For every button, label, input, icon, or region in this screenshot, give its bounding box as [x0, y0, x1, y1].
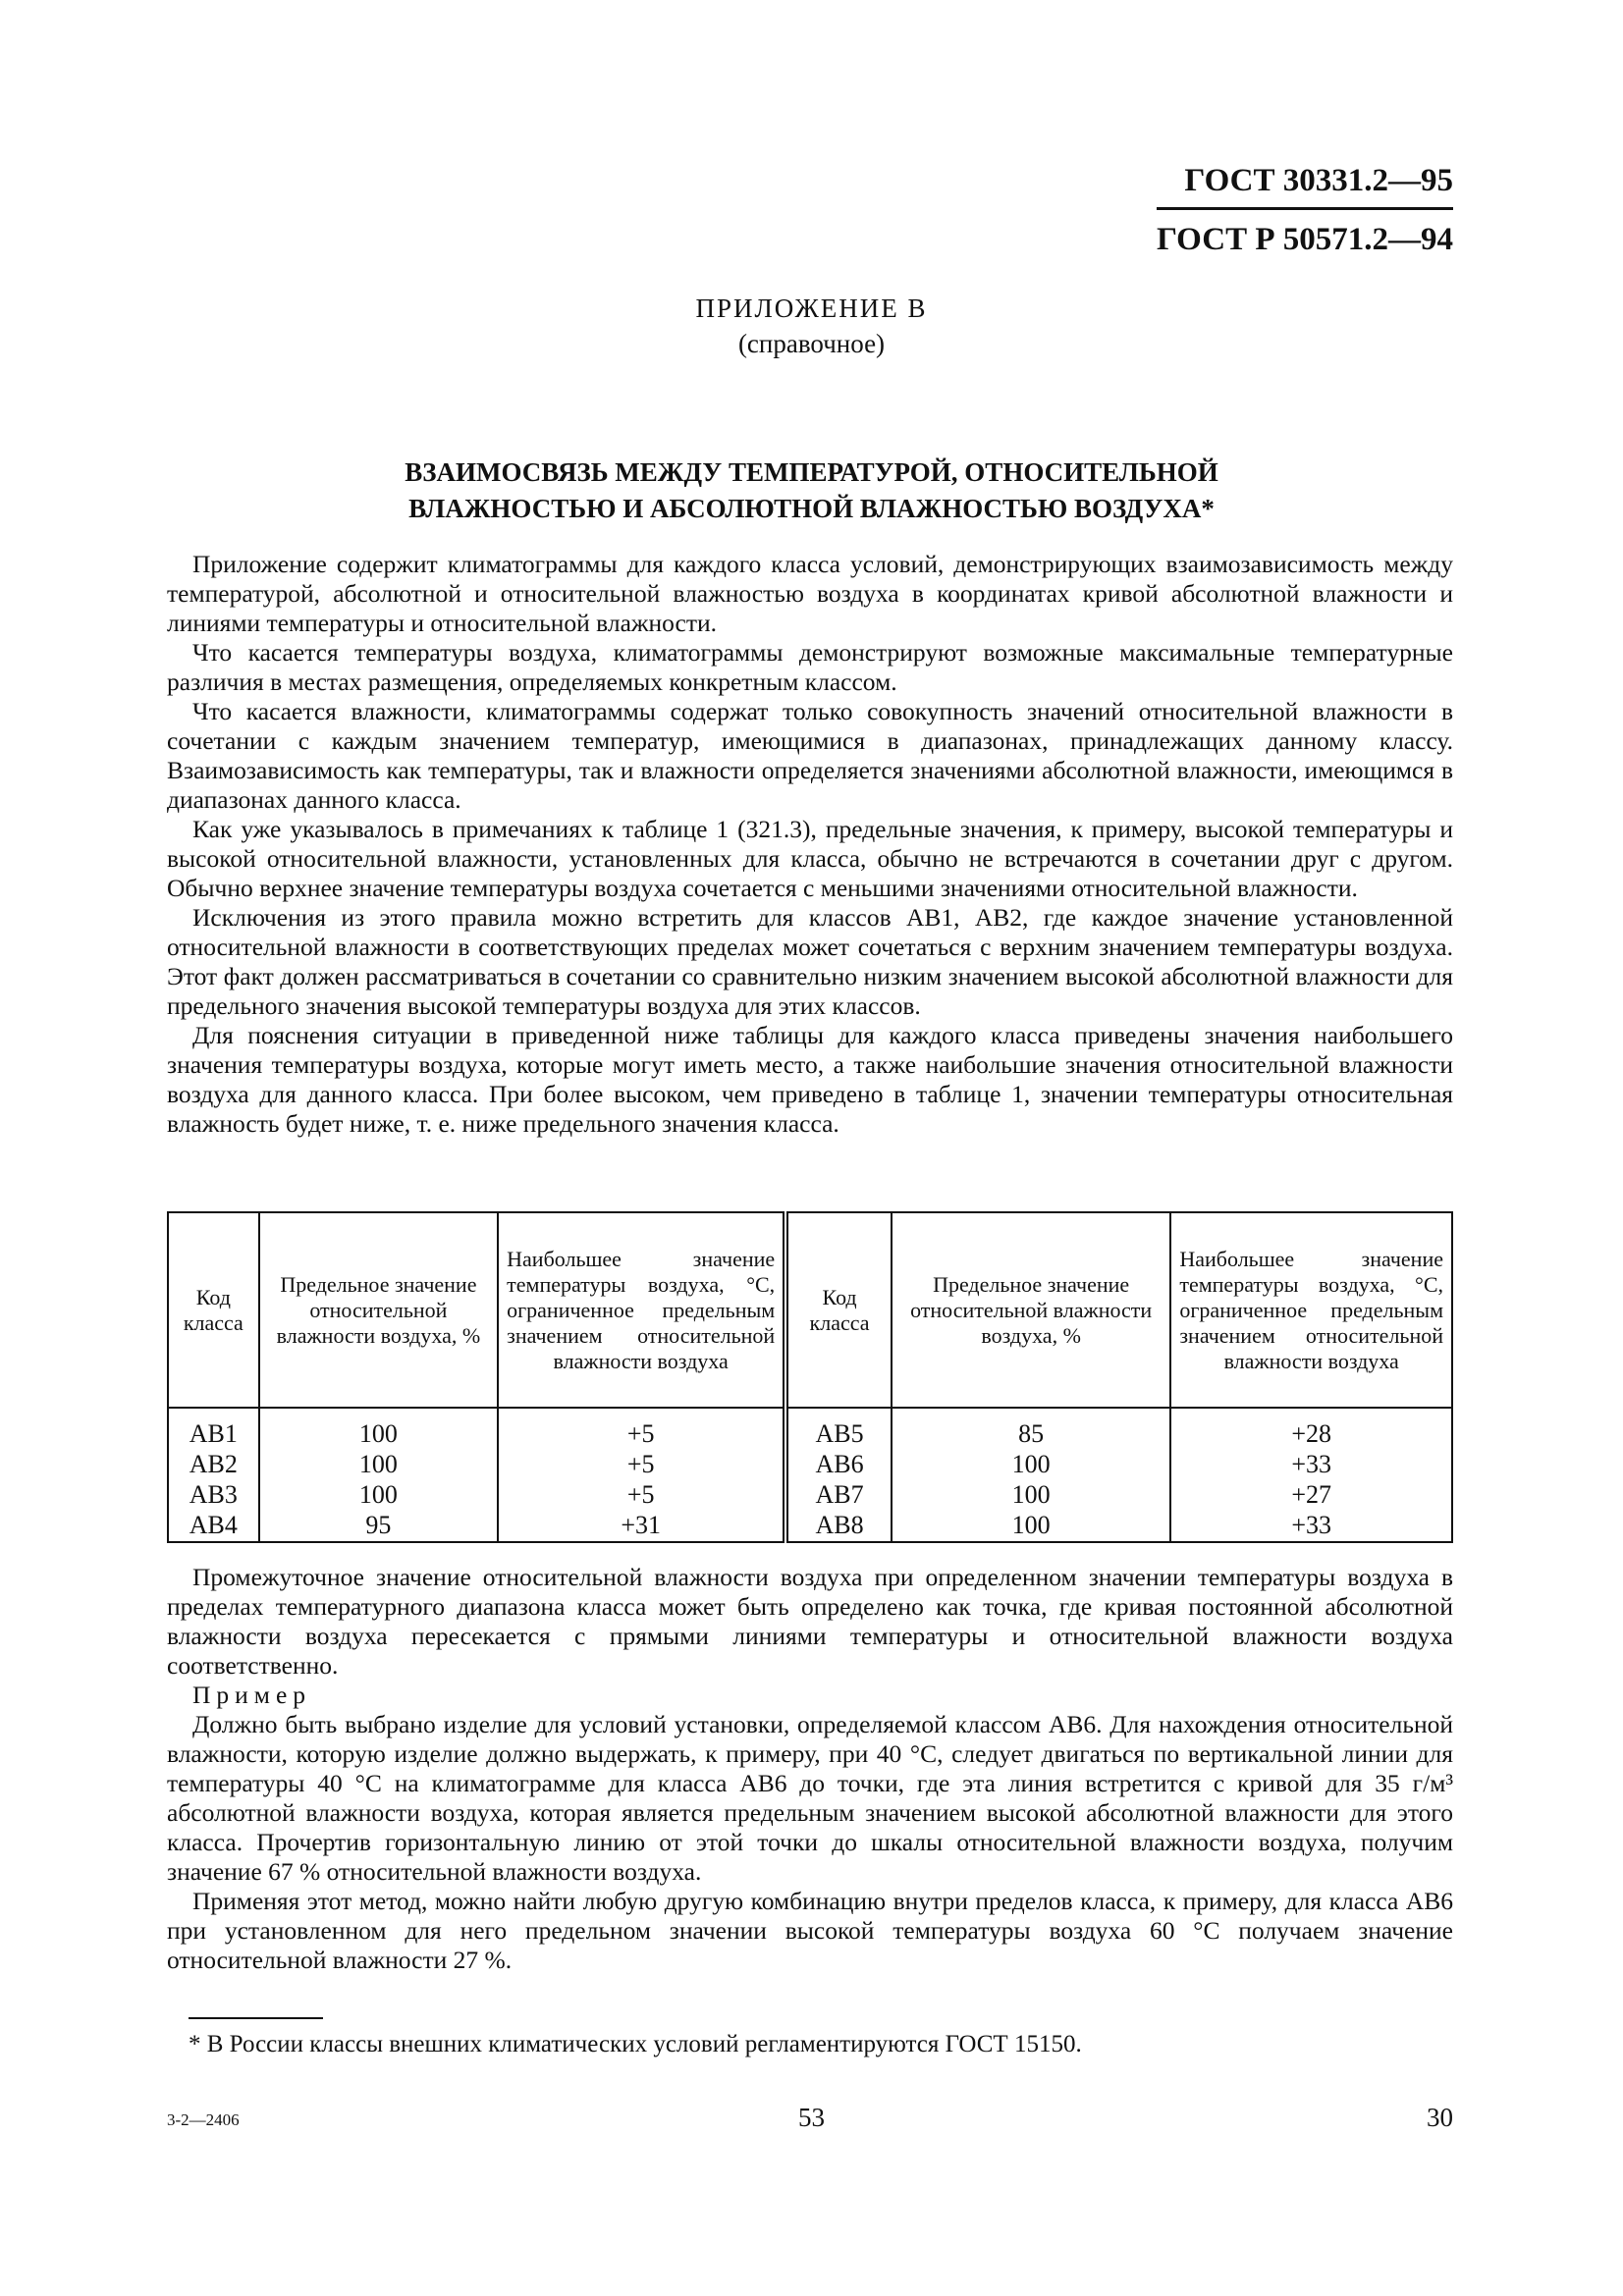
temperature-value: +33 — [1291, 1511, 1332, 1539]
header-humidity-left: Предельное значение относительной влажности воздуха, % — [259, 1212, 498, 1408]
intro-text — [167, 550, 1453, 1139]
class-code: АВ5 — [815, 1419, 864, 1448]
paragraph: Для пояснения ситуации в приведенной ниже таблицы для каждого класса приведены значения наибольшего значения температуры воздуха, которые могут иметь место, а также наибольшие значения относительной влажности воздуха для данного класса. При более высоком, чем приведено в таблице 1, значении температуры относительная влажность будет ниже, т. е. ниже предельного значения класса. — [167, 1021, 1453, 1138]
paragraph: Промежуточное значение относительной влажности воздуха при определенном значении температуры воздуха в пределах температурного диапазона класса может быть определено как точка, где кривая постоянной абсолютной влажности воздуха пересекается с прямыми линиями температуры и относительной влажности воздуха соответственно. — [167, 1563, 1453, 1680]
humidity-value: 100 — [358, 1480, 398, 1509]
humidity-value: 100 — [358, 1419, 398, 1448]
class-code: АВ2 — [189, 1450, 238, 1478]
humidity-value: 100 — [1011, 1511, 1051, 1539]
table-header-row — [168, 1212, 1452, 1408]
humidity-value: 100 — [1011, 1450, 1051, 1478]
page-number: 53 — [798, 2103, 825, 2132]
class-code: АВ3 — [189, 1480, 238, 1509]
appendix-heading — [0, 291, 1623, 361]
header-class-code-right: Код класса — [785, 1212, 892, 1408]
paragraph: Должно быть выбрано изделие для условий установки, определяемой классом АВ6. Для нахождения относительной влажности, которую изделие должно выдержать, к примеру, при 40 °С, следует двигаться по вертикальной линии для температуры 40 °С на климатограмме для класса АВ6 до точки, где эта линия встретится с кривой для 35 г/м³ абсолютной влажности воздуха, которая является предельным значением высокой абсолютной влажности для этого класса. Прочертив горизонтальную линию от этой точки до шкалы относительной влажности воздуха, получим значение 67 % относительной влажности воздуха. — [167, 1710, 1453, 1886]
temperature-value: +28 — [1291, 1419, 1332, 1448]
humidity-value: 95 — [365, 1511, 392, 1539]
gost-designation — [1157, 159, 1453, 266]
class-limits-table — [167, 1211, 1453, 1543]
table-row — [168, 1408, 1452, 1542]
document-title — [0, 454, 1623, 527]
temperature-value: +31 — [621, 1511, 661, 1539]
class-code: АВ8 — [815, 1511, 864, 1539]
paragraph: Как уже указывалось в примечаниях к таблице 1 (321.3), предельные значения, к примеру, высокой температуры и высокой относительной влажности, установленных для класса, обычно не встречаются в сочетании друг с другом. Обычно верхнее значение температуры воздуха сочетается с меньшими значениями относительной влажности. — [167, 815, 1453, 902]
footnote-divider — [189, 2017, 323, 2019]
class-code: АВ1 — [189, 1419, 238, 1448]
class-codes-right — [785, 1408, 892, 1542]
temperature-value: +5 — [626, 1419, 655, 1448]
explanation-text — [167, 1563, 1453, 1975]
temperature-values-left — [498, 1408, 785, 1542]
paragraph: Приложение содержит климатограммы для каждого класса условий, демонстрирующих взаимозависимость между температурой, абсолютной и относительной влажностью воздуха в координатах кривой абсолютной влажности и линиями температуры и относительной влажности. — [167, 550, 1453, 637]
paragraph: Исключения из этого правила можно встретить для классов АВ1, АВ2, где каждое значение установленной относительной влажности в соответствующих пределах может сочетаться с верхним значением температуры воздуха. Этот факт должен рассматриваться в сочетании со сравнительно низким значением высокой абсолютной влажности для предельного значения высокой температуры воздуха для этих классов. — [167, 903, 1453, 1020]
paragraph: Применяя этот метод, можно найти любую другую комбинацию внутри пределов класса, к примеру, для класса АВ6 при установленном для него предельном значении высокой температуры воздуха 60 °С получаем значение относительной влажности 27 %. — [167, 1887, 1453, 1974]
class-code: АВ4 — [189, 1511, 238, 1539]
example-label: Пример — [192, 1681, 312, 1709]
class-code: АВ7 — [815, 1480, 864, 1509]
temperature-value: +33 — [1291, 1450, 1332, 1478]
temperature-values-right — [1170, 1408, 1452, 1542]
document-page-number: 30 — [1427, 2103, 1453, 2132]
paragraph: Что касается температуры воздуха, климатограммы демонстрируют возможные максимальные температурные различия в местах размещения, определяемых конкретным классом. — [167, 638, 1453, 696]
header-temperature-left: Наибольшее значение температуры воздуха, °С, ограниченное предельным значением относительной влажности воздуха — [498, 1212, 785, 1408]
humidity-value: 100 — [358, 1450, 398, 1478]
footnote: * В России классы внешних климатических условий регламентируются ГОСТ 15150. — [189, 2031, 1082, 2057]
class-code: АВ6 — [815, 1450, 864, 1478]
header-temperature-right: Наибольшее значение температуры воздуха, °С, ограниченное предельным значением относительной влажности воздуха — [1170, 1212, 1452, 1408]
class-codes-left — [168, 1408, 259, 1542]
gost-number-primary: ГОСТ 30331.2—95 — [1157, 159, 1453, 210]
document-title-line-2: ВЛАЖНОСТЬЮ И АБСОЛЮТНОЙ ВЛАЖНОСТЬЮ ВОЗДУХА* — [408, 494, 1215, 523]
document-title-line-1: ВЗАИМОСВЯЗЬ МЕЖДУ ТЕМПЕРАТУРОЙ, ОТНОСИТЕЛЬНОЙ — [405, 457, 1218, 487]
temperature-value: +27 — [1291, 1480, 1332, 1509]
temperature-value: +5 — [626, 1450, 655, 1478]
humidity-value: 85 — [1018, 1419, 1045, 1448]
header-class-code-left: Код класса — [168, 1212, 259, 1408]
temperature-value: +5 — [626, 1480, 655, 1509]
header-humidity-right: Предельное значение относительной влажности воздуха, % — [892, 1212, 1170, 1408]
humidity-value: 100 — [1011, 1480, 1051, 1509]
humidity-values-left — [259, 1408, 498, 1542]
appendix-note: (справочное) — [737, 329, 886, 358]
print-code: 3-2—2406 — [167, 2110, 240, 2129]
gost-number-secondary: ГОСТ Р 50571.2—94 — [1157, 222, 1453, 257]
appendix-label: ПРИЛОЖЕНИЕ В — [695, 294, 928, 323]
paragraph: Что касается влажности, климатограммы содержат только совокупность значений относительной влажности в сочетании с каждым значением температур, имеющимися в диапазонах, принадлежащих данному классу. Взаимозависимость как температуры, так и влажности определяется значениями абсолютной влажности, имеющимся в диапазонах данного класса. — [167, 697, 1453, 814]
humidity-values-right — [892, 1408, 1170, 1542]
